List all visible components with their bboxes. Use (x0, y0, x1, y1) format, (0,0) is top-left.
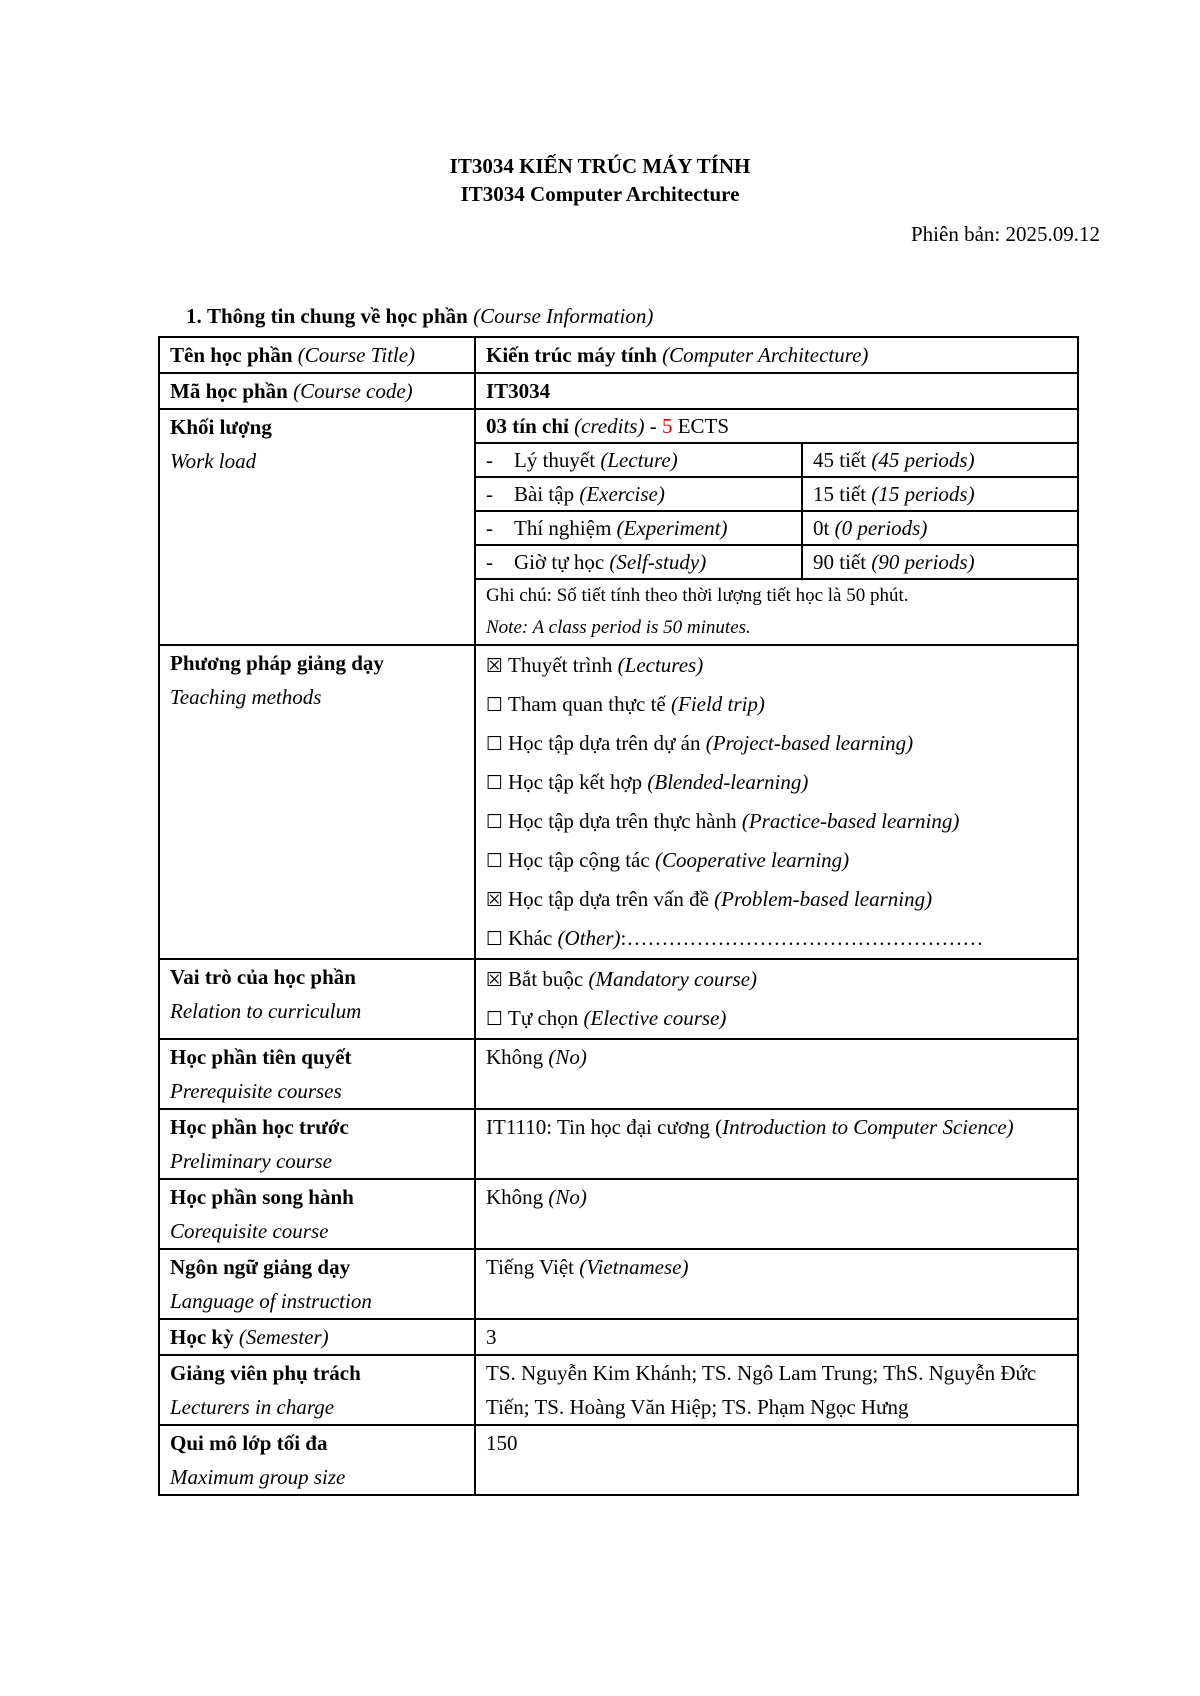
label-vi: Phương pháp giảng dạy (170, 651, 384, 675)
section-number: 1. (186, 304, 202, 328)
option-en: (Field trip) (671, 692, 765, 716)
value-en: Introduction to Computer Science) (722, 1115, 1014, 1139)
label-en: Language of instruction (170, 1289, 372, 1313)
value: TS. Nguyễn Kim Khánh; TS. Ngô Lam Trung; ThS. Nguyễn Đức Tiến; TS. Hoàng Văn Hiệp; TS. Phạm Ngọc Hưng (486, 1361, 1037, 1419)
label-vi: Giảng viên phụ trách (170, 1361, 361, 1385)
option-vi: Thuyết trình (508, 653, 613, 677)
teaching-option (486, 646, 1067, 685)
value-cell (475, 959, 1078, 1039)
option-en: (Lectures) (617, 653, 704, 677)
item-name-vi: Lý thuyết (514, 448, 596, 472)
teaching-option (486, 685, 1067, 724)
value-en: (Vietnamese) (579, 1255, 689, 1279)
workload-item (476, 545, 1077, 579)
label-en: Relation to curriculum (170, 999, 362, 1023)
item-value: 15 tiết (813, 482, 867, 506)
workload-subtable (476, 410, 1077, 580)
row-teaching-methods (159, 645, 1078, 959)
version-label: Phiên bản: 2025.09.12 (911, 222, 1100, 246)
workload-item (476, 511, 1077, 545)
label-en: (Course Title) (297, 343, 416, 367)
label-en: Lecturers in charge (170, 1395, 335, 1419)
credits-vi: 03 tín chỉ (486, 414, 569, 438)
item-value: 90 tiết (813, 550, 867, 574)
label-en: (Course code) (293, 379, 413, 403)
label-vi: Vai trò của học phần (170, 965, 356, 989)
label-vi: Học phần học trước (170, 1115, 349, 1139)
label-vi: Khối lượng (170, 415, 272, 439)
workload-cell (475, 409, 1078, 645)
workload-note-en: Note: A class period is 50 minutes. (486, 617, 751, 638)
teaching-option (486, 802, 1067, 841)
option-vi: Tham quan thực tế (508, 692, 666, 716)
unchecked-box-icon: ☐ (486, 811, 504, 833)
value-cell (475, 1179, 1078, 1249)
workload-item (476, 477, 1077, 511)
ects-number: 5 (661, 414, 673, 438)
value-en: (No) (548, 1045, 587, 1069)
item-value: 0t (813, 516, 830, 540)
credits-sep: - (644, 414, 662, 438)
ects-unit: ECTS (672, 414, 730, 438)
label-en: Teaching methods (170, 685, 322, 709)
label-cell (159, 1039, 475, 1109)
value-en: (No) (548, 1185, 587, 1209)
label-en: Corequisite course (170, 1219, 329, 1243)
row-course-title (159, 337, 1078, 373)
option-vi: Tự chọn (508, 1006, 579, 1030)
label-vi: Tên học phần (170, 343, 293, 367)
role-option (486, 999, 1067, 1038)
label-en: Preliminary course (170, 1149, 332, 1173)
row-max-group-size (159, 1425, 1078, 1495)
label-cell (159, 373, 475, 409)
label-cell (159, 1109, 475, 1179)
label-en: Work load (170, 449, 257, 473)
value-vi: Không (486, 1045, 544, 1069)
unchecked-box-icon: ☐ (486, 772, 504, 794)
option-en: (Cooperative learning) (654, 848, 850, 872)
row-language (159, 1249, 1078, 1319)
value-cell (475, 1319, 1078, 1355)
unchecked-box-icon: ☐ (486, 694, 504, 716)
label-cell (159, 337, 475, 373)
row-workload (159, 409, 1078, 645)
label-cell (159, 1319, 475, 1355)
value-cell (475, 1249, 1078, 1319)
option-vi: Học tập kết hợp (508, 770, 643, 794)
value-vi: IT1110: Tin học đại cương ( (486, 1115, 723, 1139)
item-name-en: (Lecture) (600, 448, 678, 472)
option-vi: Học tập cộng tác (508, 848, 650, 872)
label-cell (159, 959, 475, 1039)
option-en: (Problem-based learning) (714, 887, 933, 911)
item-value-en: (45 periods) (871, 448, 975, 472)
item-name-en: (Self-study) (609, 550, 707, 574)
row-semester (159, 1319, 1078, 1355)
option-en: (Elective course) (583, 1006, 727, 1030)
label-vi: Mã học phần (170, 379, 288, 403)
label-cell (159, 409, 475, 645)
option-vi: Học tập dựa trên dự án (508, 731, 701, 755)
value: 3 (486, 1325, 497, 1349)
option-en: (Mandatory course) (588, 967, 758, 991)
label-cell (159, 1425, 475, 1495)
section-title-en: (Course Information) (473, 304, 654, 328)
value-cell (475, 1425, 1078, 1495)
document-title-vi: IT3034 KIẾN TRÚC MÁY TÍNH (449, 154, 751, 178)
dash: - (486, 448, 493, 472)
value-cell (475, 337, 1078, 373)
unchecked-box-icon: ☐ (486, 850, 504, 872)
label-cell (159, 645, 475, 959)
label-en: Prerequisite courses (170, 1079, 342, 1103)
credits-line (476, 410, 1077, 443)
dash: - (486, 482, 493, 506)
item-name-vi: Bài tập (514, 482, 575, 506)
dash: - (486, 516, 493, 540)
checked-box-icon: ☒ (486, 655, 504, 677)
unchecked-box-icon: ☐ (486, 733, 504, 755)
value-cell (475, 1109, 1078, 1179)
value-cell (475, 1355, 1078, 1425)
option-en: (Other) (557, 926, 621, 950)
label-cell (159, 1355, 475, 1425)
item-value-en: (0 periods) (834, 516, 928, 540)
unchecked-box-icon: ☐ (486, 928, 504, 950)
label-cell (159, 1249, 475, 1319)
label-vi: Ngôn ngữ giảng dạy (170, 1255, 351, 1279)
label-en: (Semester) (238, 1325, 329, 1349)
option-vi: Học tập dựa trên vấn đề (508, 887, 709, 911)
option-vi: Khác (508, 926, 553, 950)
item-name-vi: Thí nghiệm (514, 516, 612, 540)
teaching-option (486, 880, 1067, 919)
value-vi: Kiến trúc máy tính (486, 343, 657, 367)
row-corequisite (159, 1179, 1078, 1249)
teaching-option (486, 763, 1067, 802)
label-vi: Học phần tiên quyết (170, 1045, 352, 1069)
option-en: (Project-based learning) (705, 731, 914, 755)
value-cell (475, 645, 1078, 959)
checked-box-icon: ☒ (486, 969, 504, 991)
unchecked-box-icon: ☐ (486, 1008, 504, 1030)
label-vi: Học phần song hành (170, 1185, 354, 1209)
option-tail: :…………………………………………… (620, 926, 984, 950)
label-en: Maximum group size (170, 1465, 346, 1489)
option-vi: Học tập dựa trên thực hành (508, 809, 737, 833)
teaching-option (486, 919, 1067, 958)
label-vi: Qui mô lớp tối đa (170, 1431, 328, 1455)
workload-note-vi: Ghi chú: Số tiết tính theo thời lượng tiết học là 50 phút. (486, 585, 909, 606)
option-vi: Bắt buộc (508, 967, 584, 991)
section-title-vi: Thông tin chung về học phần (207, 304, 468, 328)
value-vi: Tiếng Việt (486, 1255, 575, 1279)
credits-en: (credits) (574, 414, 645, 438)
row-prerequisite (159, 1039, 1078, 1109)
item-value: 45 tiết (813, 448, 867, 472)
item-name-en: (Exercise) (579, 482, 665, 506)
value-en: (Computer Architecture) (662, 343, 869, 367)
row-role (159, 959, 1078, 1039)
document-title-en: IT3034 Computer Architecture (460, 182, 740, 206)
item-value-en: (15 periods) (871, 482, 975, 506)
option-en: (Blended-learning) (647, 770, 809, 794)
role-option (486, 960, 1067, 999)
option-en: (Practice-based learning) (741, 809, 960, 833)
dash: - (486, 550, 493, 574)
label-vi: Học kỳ (170, 1325, 234, 1349)
value-cell (475, 373, 1078, 409)
value-vi: Không (486, 1185, 544, 1209)
value: 150 (486, 1431, 518, 1455)
value: IT3034 (486, 379, 551, 403)
item-value-en: (90 periods) (871, 550, 975, 574)
teaching-option (486, 724, 1067, 763)
course-info-table (158, 336, 1079, 1496)
row-preliminary (159, 1109, 1078, 1179)
label-cell (159, 1179, 475, 1249)
item-name-en: (Experiment) (616, 516, 728, 540)
item-name-vi: Giờ tự học (514, 550, 605, 574)
workload-item (476, 443, 1077, 477)
teaching-option (486, 841, 1067, 880)
checked-box-icon: ☒ (486, 889, 504, 911)
row-lecturers (159, 1355, 1078, 1425)
value-cell (475, 1039, 1078, 1109)
section-heading (186, 304, 653, 329)
row-course-code (159, 373, 1078, 409)
